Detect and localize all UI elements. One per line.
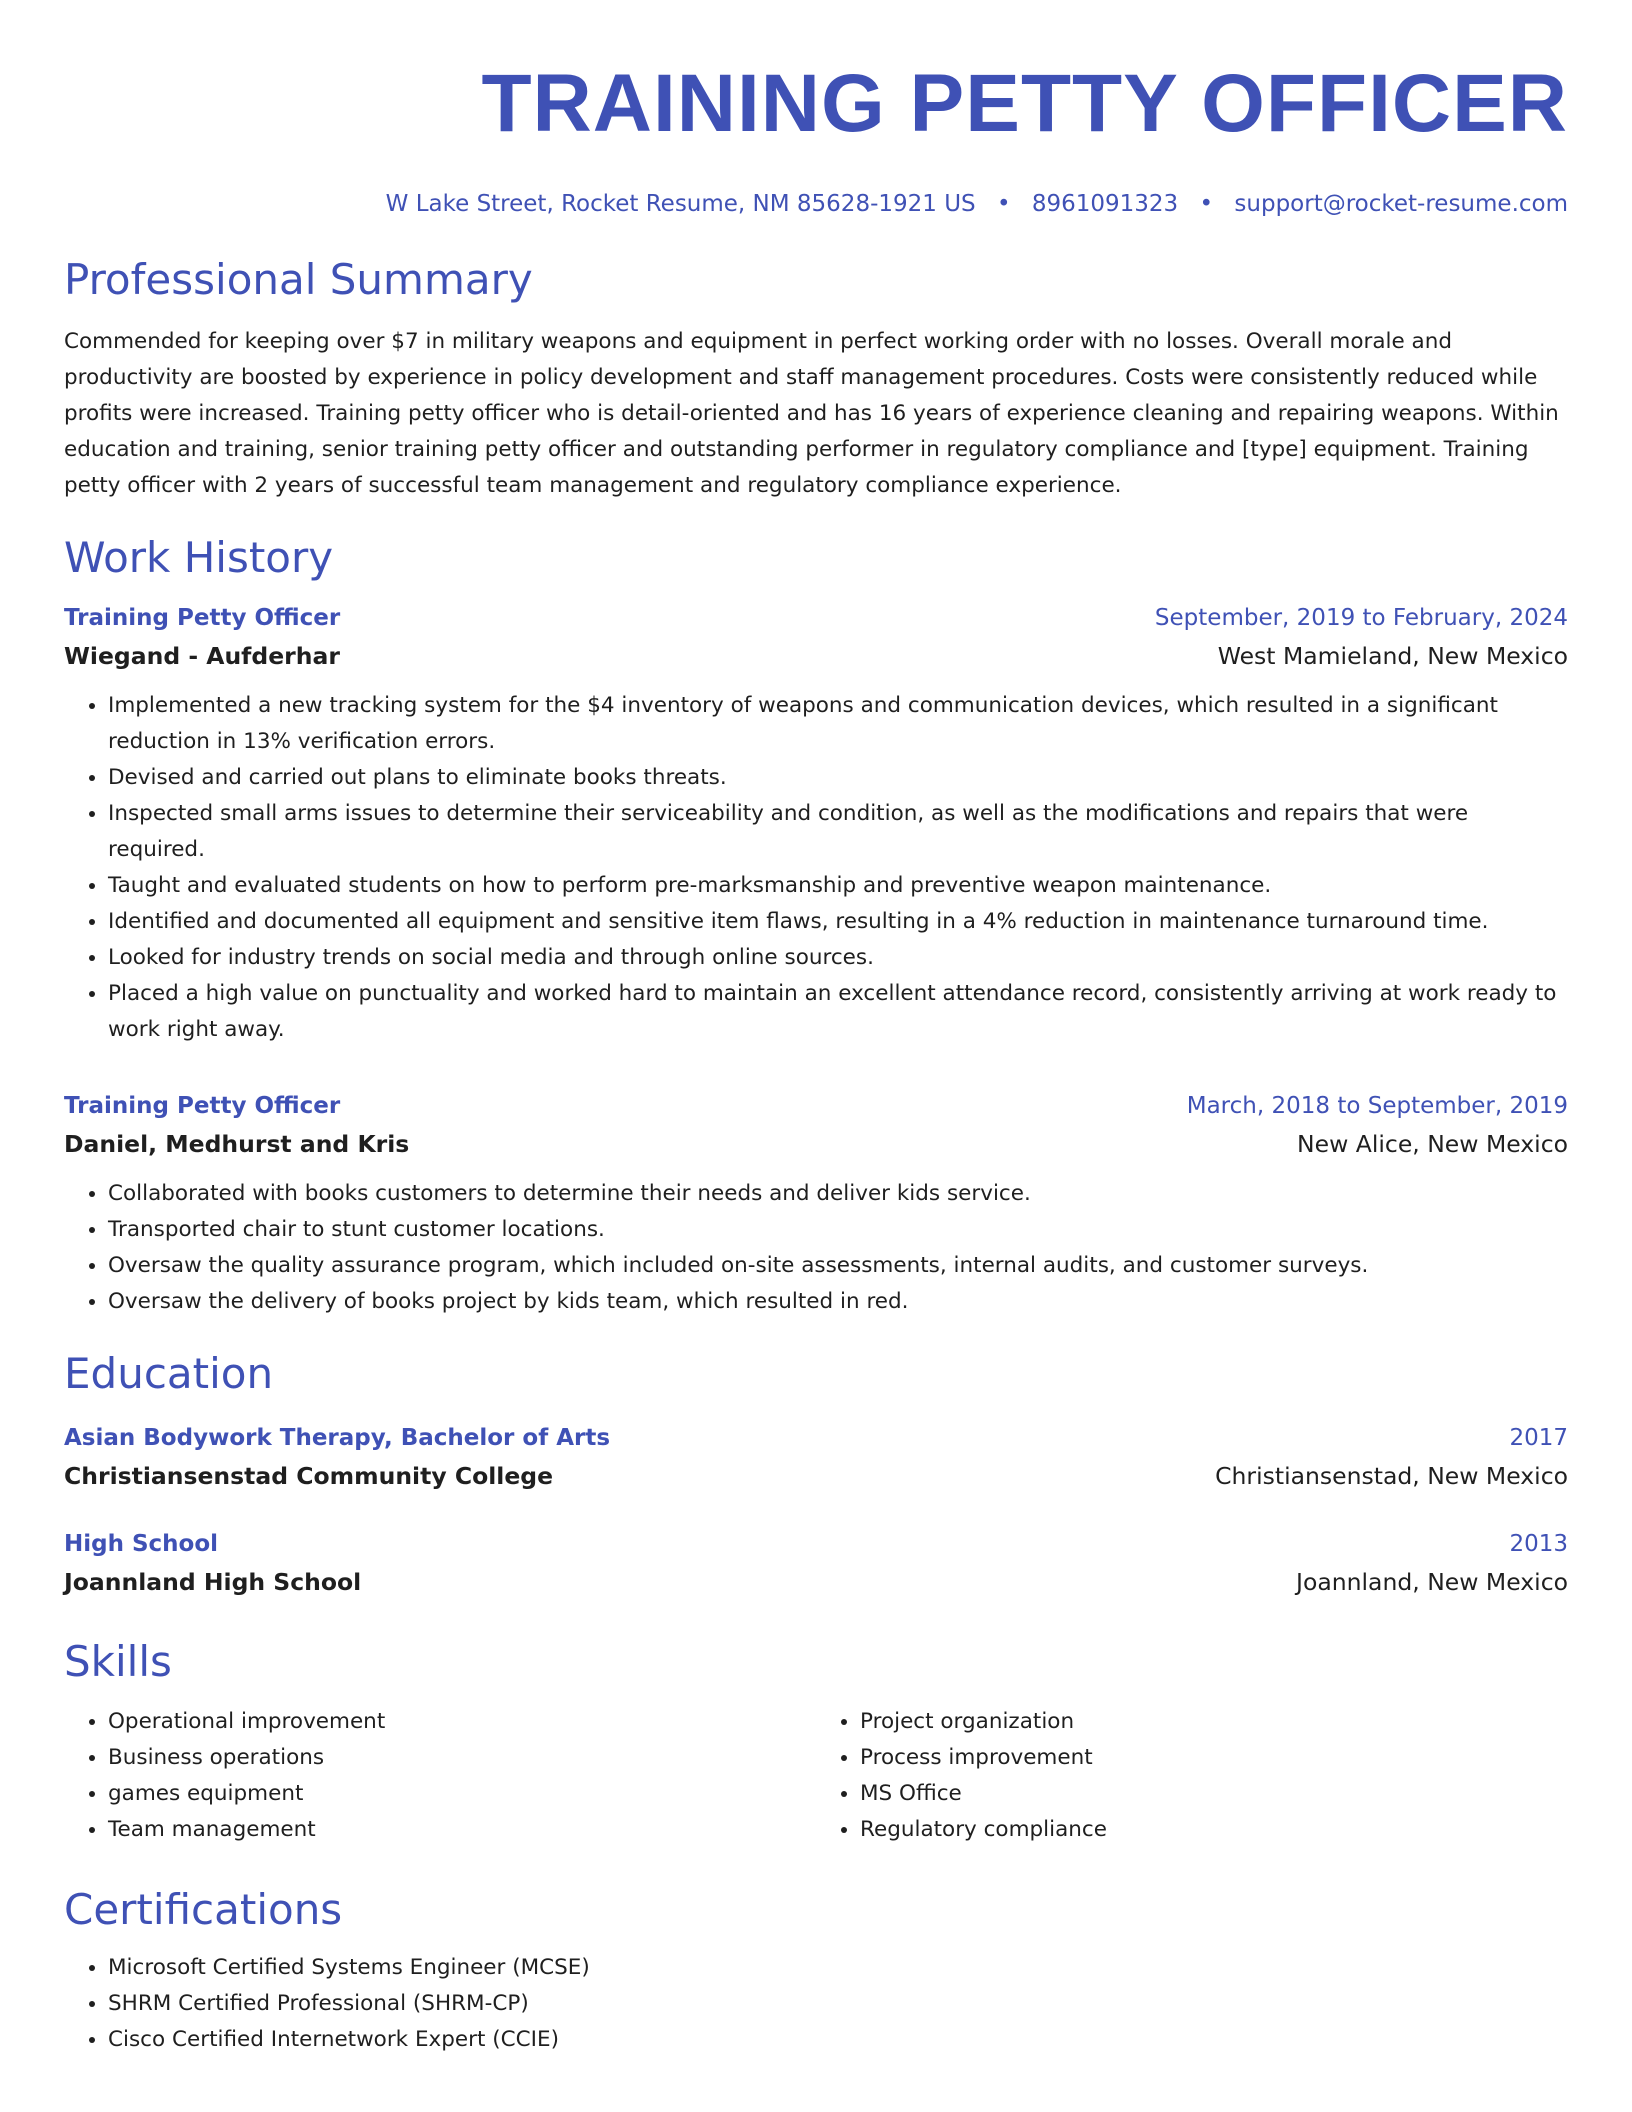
job-company: Daniel, Medhurst and Kris <box>64 1130 410 1158</box>
education-entry <box>64 1420 1568 1496</box>
skill-item: • Process improvement <box>860 1740 1568 1776</box>
education-subheader <box>64 1562 1568 1602</box>
skill-item: • MS Office <box>860 1776 1568 1812</box>
job-bullet: • Placed a high value on punctuality and worked hard to maintain an excellent attendance record, consistently arriving at work ready to work right away. <box>108 976 1568 1048</box>
job-dates: September, 2019 to February, 2024 <box>1154 605 1568 631</box>
job-bullet: • Oversaw the delivery of books project by kids team, which resulted in red. <box>108 1284 1568 1320</box>
job-entry <box>64 1088 1568 1320</box>
contact-email[interactable]: support@rocket-resume.com <box>1234 191 1568 217</box>
job-entry <box>64 600 1568 1048</box>
job-location: West Mamieland, New Mexico <box>1217 642 1568 670</box>
certifications-heading: Certifications <box>64 1885 343 1934</box>
summary-text: Commended for keeping over $7 in military weapons and equipment in perfect working order with no losses. Overall morale and productivity are boosted by experience in policy development and staff management procedures. Costs were consistently reduced while profits were increased. Training petty officer who is detail-oriented and has 16 years of experience cleaning and repairing weapons. Within education and training, senior training petty officer and outstanding performer in regulatory compliance and [type] equipment. Training petty officer with 2 years of successful team management and regulatory compliance experience. <box>64 329 1559 498</box>
skill-item: • games equipment <box>108 1776 816 1812</box>
job-title: Training Petty Officer <box>64 1093 341 1119</box>
job-header <box>64 600 1568 636</box>
job-bullet: • Taught and evaluated students on how to perform pre-marksmanship and preventive weapon maintenance. <box>108 868 1568 904</box>
education-degree: Asian Bodywork Therapy, Bachelor of Arts <box>64 1425 611 1451</box>
skill-item: • Operational improvement <box>108 1704 816 1740</box>
job-bullet: • Devised and carried out plans to eliminate books threats. <box>108 760 1568 796</box>
education-subheader <box>64 1456 1568 1496</box>
education-header <box>64 1526 1568 1562</box>
skill-item: • Business operations <box>108 1740 816 1776</box>
certification-item: • Microsoft Certified Systems Engineer (MCSE) <box>108 1950 1568 1986</box>
skills-column-left <box>64 1704 816 1848</box>
skills-column-right <box>816 1704 1568 1848</box>
job-bullets <box>64 688 1568 1048</box>
contact-separator: • <box>1199 191 1214 217</box>
education-year: 2017 <box>1509 1425 1568 1451</box>
job-bullet: • Oversaw the quality assurance program, which included on-site assessments, internal audits, and customer surveys. <box>108 1248 1568 1284</box>
skill-item: • Project organization <box>860 1704 1568 1740</box>
education-year: 2013 <box>1509 1531 1568 1557</box>
certification-item: • Cisco Certified Internetwork Expert (CCIE) <box>108 2022 1568 2058</box>
resume-name: TRAINING PETTY OFFICER <box>481 58 1568 149</box>
contact-line <box>64 188 1568 220</box>
contact-separator: • <box>996 191 1011 217</box>
contact-phone[interactable]: 8961091323 <box>1031 191 1179 217</box>
summary-heading: Professional Summary <box>64 255 533 304</box>
job-dates: March, 2018 to September, 2019 <box>1186 1093 1568 1119</box>
skill-item: • Regulatory compliance <box>860 1812 1568 1848</box>
education-entry <box>64 1526 1568 1602</box>
skill-item: • Team management <box>108 1812 816 1848</box>
job-bullet: • Inspected small arms issues to determine their serviceability and condition, as well as the modifications and repairs that were required. <box>108 796 1568 868</box>
education-location: Christiansenstad, New Mexico <box>1215 1462 1568 1490</box>
job-location: New Alice, New Mexico <box>1297 1130 1568 1158</box>
contact-address: W Lake Street, Rocket Resume, NM 85628-1921 US <box>385 191 976 217</box>
job-bullet: • Identified and documented all equipment and sensitive item flaws, resulting in a 4% reduction in maintenance turnaround time. <box>108 904 1568 940</box>
skills-list <box>64 1704 1568 1848</box>
job-subheader <box>64 1124 1568 1164</box>
certifications-list <box>64 1950 1568 2058</box>
job-company: Wiegand - Aufderhar <box>64 642 340 670</box>
skills-heading: Skills <box>64 1637 172 1686</box>
job-bullet: • Implemented a new tracking system for the $4 inventory of weapons and communication devices, which resulted in a significant reduction in 13% verification errors. <box>108 688 1568 760</box>
job-header <box>64 1088 1568 1124</box>
education-location: Joannland, New Mexico <box>1296 1568 1568 1596</box>
education-header <box>64 1420 1568 1456</box>
job-bullet: • Looked for industry trends on social media and through online sources. <box>108 940 1568 976</box>
job-bullet: • Collaborated with books customers to determine their needs and deliver kids service. <box>108 1176 1568 1212</box>
job-bullets <box>64 1176 1568 1320</box>
education-degree: High School <box>64 1531 219 1557</box>
education-school: Christiansenstad Community College <box>64 1462 554 1490</box>
job-subheader <box>64 636 1568 676</box>
job-title: Training Petty Officer <box>64 605 341 631</box>
work-history-heading: Work History <box>64 533 334 582</box>
certification-item: • SHRM Certified Professional (SHRM-CP) <box>108 1986 1568 2022</box>
job-bullet: • Transported chair to stunt customer locations. <box>108 1212 1568 1248</box>
education-heading: Education <box>64 1349 274 1398</box>
education-school: Joannland High School <box>64 1568 362 1596</box>
